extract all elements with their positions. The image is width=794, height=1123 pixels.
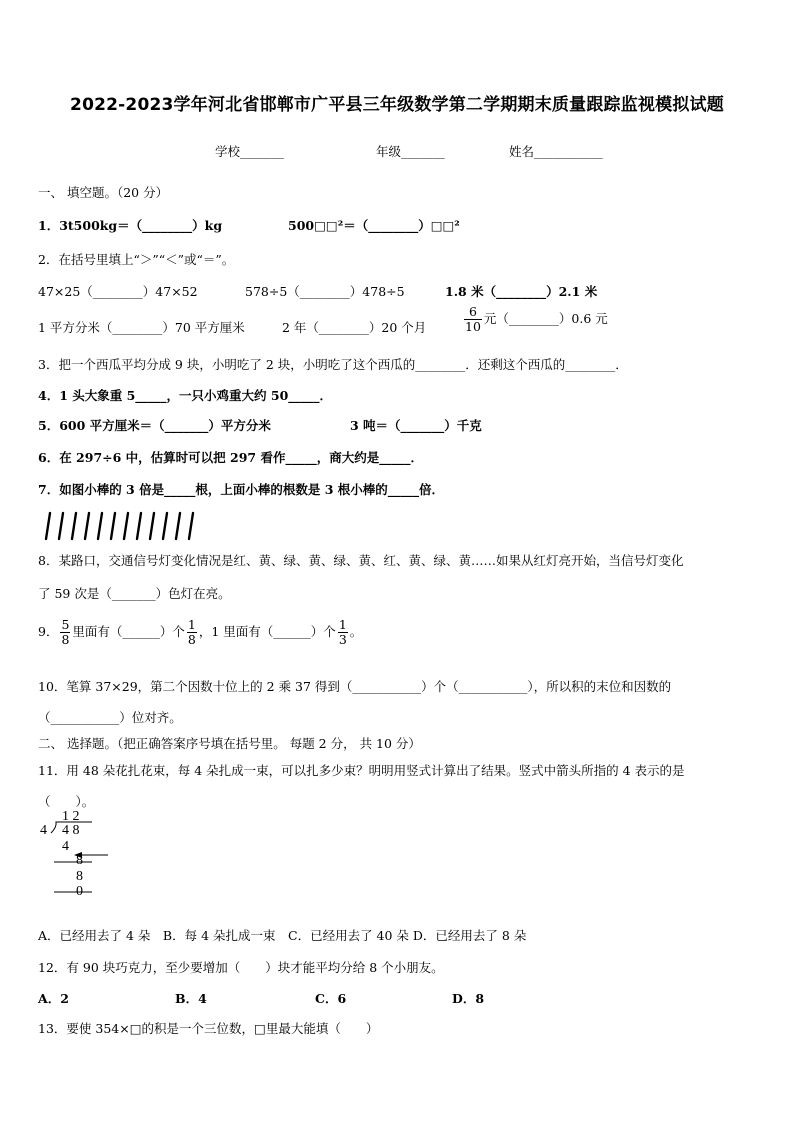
q13: 13．要使 354×□的积是一个三位数，□里最大能填（ ）	[38, 1021, 379, 1036]
fraction-1-3: $\frac{1}{3}$	[338, 617, 347, 647]
fraction-6-10: $\frac{6}{10}$	[465, 304, 481, 334]
q2-row2-a: 1 平方分米（________）70 平方厘米	[38, 320, 245, 335]
q1-part-b: 500□□²＝（________）□□²	[288, 218, 460, 233]
quotient: 1 2	[62, 809, 80, 824]
q2-row2-c: $\frac{6}{10}$ 元（________）0.6 元	[465, 304, 608, 334]
fraction-5-8: $\frac{5}{8}$	[61, 617, 70, 647]
q11-line-1: 11．用 48 朵花扎花束，每 4 朵扎成一束，可以扎多少束？明明用竖式计算出了结果。竖式中箭头所指的 4 表示的是	[38, 763, 685, 778]
q5-part-b: 3 吨＝（_______）千克	[350, 418, 482, 433]
long-division-figure	[36, 809, 116, 911]
q3: 3．把一个西瓜平均分成 9 块，小明吃了 2 块，小明吃了这个西瓜的________．还剩这个西瓜的________．	[38, 357, 628, 372]
q11-options: A．已经用去了 4 朵 B．每 4 朵扎成一束 C．已经用去了 40 朵 D．已经用去了 8 朵	[38, 928, 527, 943]
q2-stem: 2．在括号里填上“＞”“＜”或“＝”。	[38, 252, 235, 267]
partial-product-8: 8	[76, 869, 83, 884]
q9: 9． $\frac{5}{8}$ 里面有（______）个 $\frac{1}{8}$ ，1 里面有（______）个 $\frac{1}{3}$ 。	[38, 617, 363, 647]
q8-line-2: 了 59 次是（_______）色灯在亮。	[38, 586, 231, 601]
section-1-heading: 一、 填空题。（20 分）	[38, 185, 169, 200]
q2-row1-c: 1.8 米（________）2.1 米	[445, 284, 598, 299]
q2-row2-b: 2 年（________）20 个月	[282, 320, 427, 335]
q7: 7．如图小棒的 3 倍是_____根，上面小棒的根数是 3 根小棒的_____倍．	[38, 482, 445, 497]
q12-option-c: C．6	[315, 991, 347, 1006]
page-title: 2022-2023学年河北省邯郸市广平县三年级数学第二学期期末质量跟踪监视模拟试题	[70, 95, 724, 115]
fraction-1-8: $\frac{1}{8}$	[187, 617, 196, 647]
section-2-heading: 二、 选择题。（把正确答案序号填在括号里。 每题 2 分， 共 10 分）	[38, 736, 421, 751]
q10-line-2: （___________）位对齐。	[38, 710, 182, 725]
q12-option-a: A．2	[38, 991, 69, 1006]
remainder-8: 8	[76, 853, 83, 868]
q2-row1-b: 578÷5（________）478÷5	[245, 284, 405, 299]
sticks-image	[40, 510, 200, 542]
q6: 6．在 297÷6 中，估算时可以把 297 看作_____，商大约是_____．	[38, 450, 423, 465]
q4: 4．1 头大象重 5_____，一只小鸡重大约 50_____．	[38, 388, 333, 403]
q10-line-1: 10．笔算 37×29，第二个因数十位上的 2 乘 37 得到（___________）个（___________），所以积的末位和因数的	[38, 679, 672, 694]
q8-line-1: 8．某路口，交通信号灯变化情况是红、黄、绿、黄、绿、黄、红、黄、绿、黄……如果从红灯亮开始，当信号灯变化	[38, 553, 684, 568]
name-field: 姓名___________	[509, 144, 603, 159]
school-field: 学校_______	[215, 144, 284, 159]
q12-option-b: B．4	[175, 991, 207, 1006]
dividend: 4 8	[62, 823, 80, 838]
divisor: 4	[40, 823, 47, 838]
grade-field: 年级_______	[376, 144, 445, 159]
q11-line-2: （ ）。	[38, 794, 95, 809]
sticks-figure	[40, 510, 200, 542]
final-remainder-0: 0	[76, 884, 83, 899]
q2-row1-a: 47×25（________）47×52	[38, 284, 198, 299]
q1-part-a: 1．3t500kg＝（________）kg	[38, 218, 223, 233]
q5-part-a: 5．600 平方厘米＝（_______）平方分米	[38, 418, 271, 433]
q12-option-d: D．8	[452, 991, 485, 1006]
partial-product-4: 4	[62, 839, 69, 854]
q12-stem: 12．有 90 块巧克力，至少要增加（ ）块才能平均分给 8 个小朋友。	[38, 960, 444, 975]
